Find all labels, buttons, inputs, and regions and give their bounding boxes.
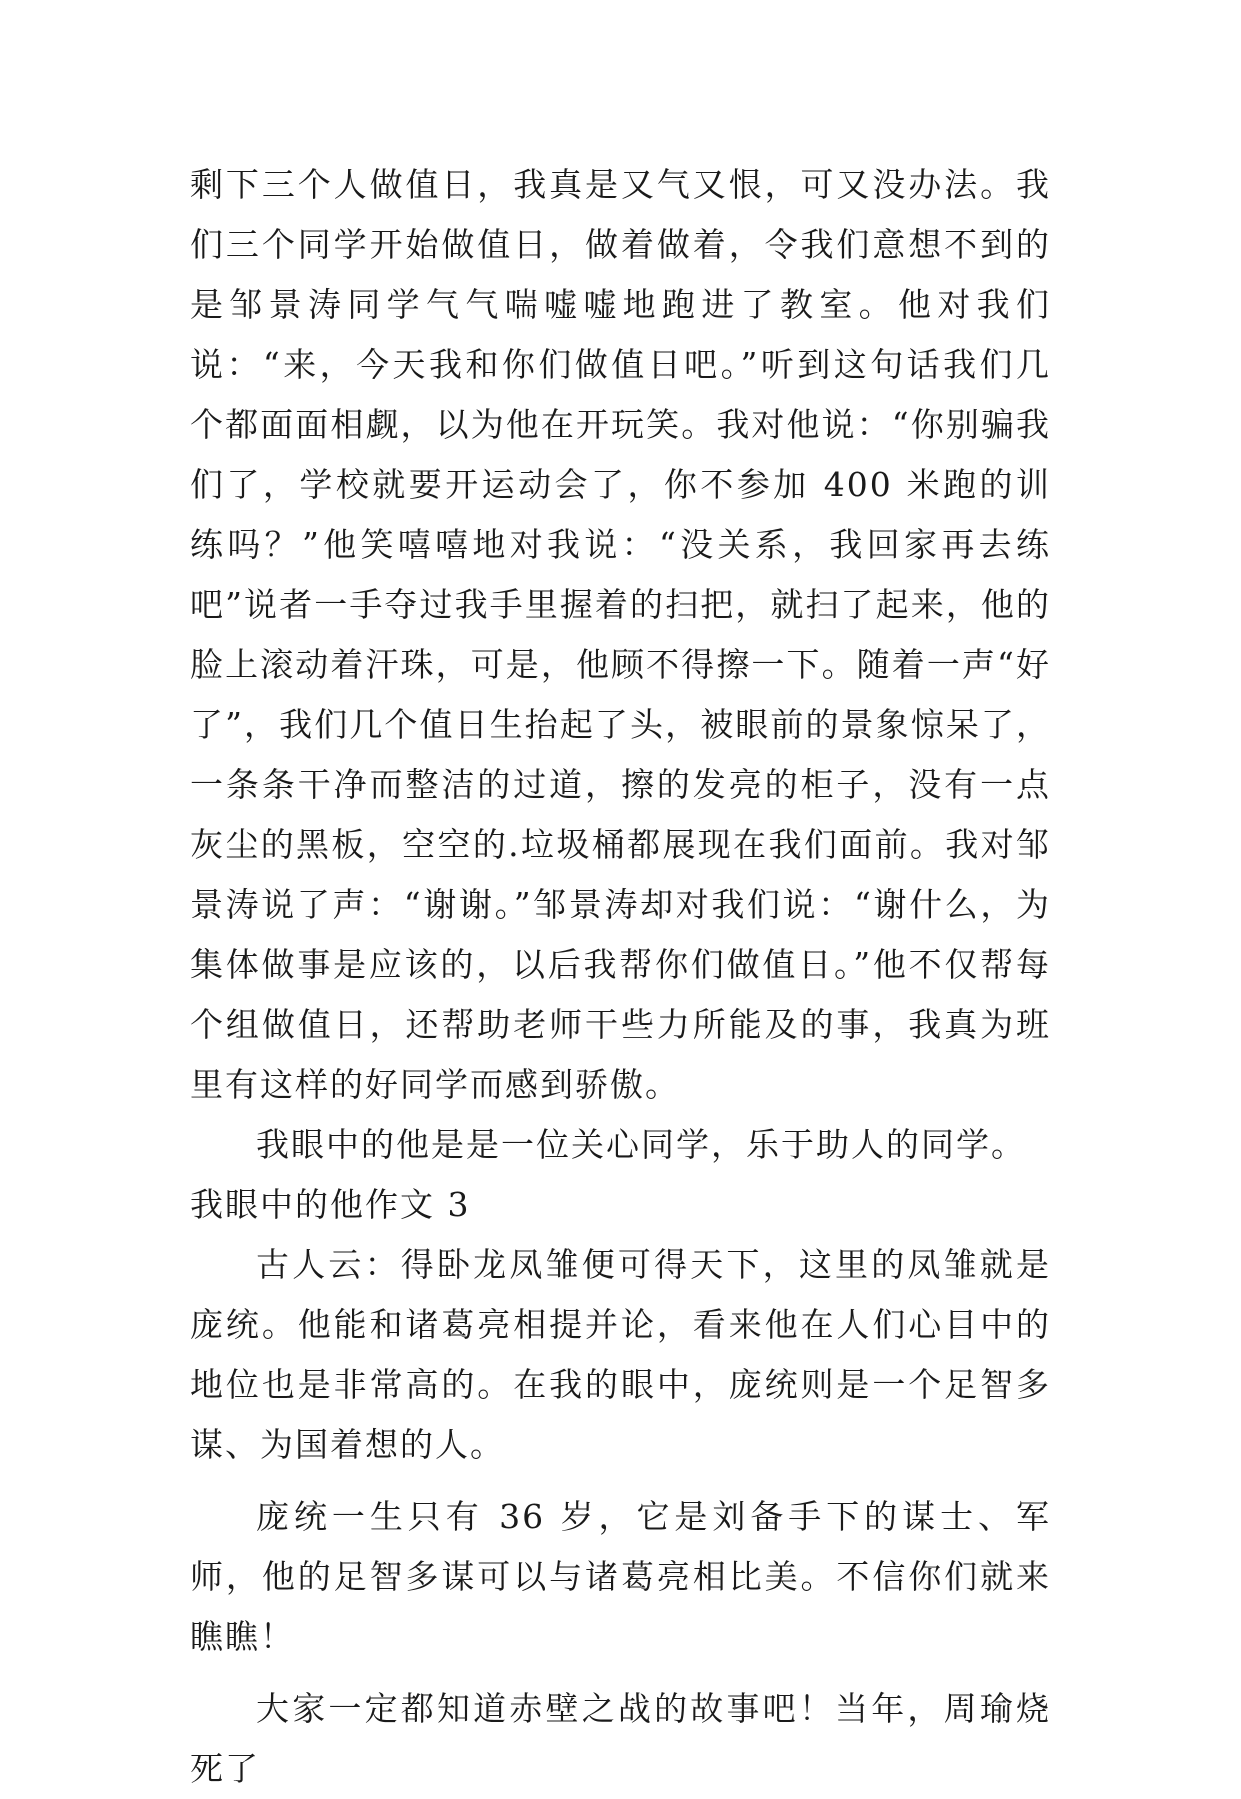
paragraph-summary: 我眼中的他是是一位关心同学，乐于助人的同学。 xyxy=(256,1125,1026,1164)
paragraph-continuation: 剩下三个人做值日，我真是又气又恨，可又没办法。我们三个同学开始做值日，做着做着，令我们意想不到的是邹景涛同学气气喘嘘嘘地跑进了教室。他对我们说：“来，今天我和你们做值日吧。”听到这句话我们几个都面面相觑，以为他在开玩笑。我对他说：“你别骗我们了，学校就要开运动会了，你不参加 400 米跑的训练吗？”他笑嘻嘻地对我说：“没关系，我回家再去练吧”说者一手夺过我手里握着的扫把，就扫了起来，他的脸上滚动着汗珠，可是，他顾不得擦一下。随着一声“好了”，我们几个值日生抬起了头，被眼前的景象惊呆了，一条条干净而整洁的过道，擦的发亮的柜子，没有一点灰尘的黑板，空空的.垃圾桶都展现在我们面前。我对邹景涛说了声：“谢谢。”邹景涛却对我们说：“谢什么，为集体做事是应该的，以后我帮你们做值日。”他不仅帮每个组做值日，还帮助老师干些力所能及的事，我真为班里有这样的好同学而感到骄傲。 xyxy=(190,165,1051,1104)
document-body xyxy=(190,155,1051,1799)
paragraph-age: 庞统一生只有 36 岁，它是刘备手下的谋士、军师，他的足智多谋可以与诸葛亮相比美。不信你们就来瞧瞧！ xyxy=(190,1497,1051,1656)
paragraph-intro: 古人云：得卧龙凤雏便可得天下，这里的凤雏就是庞统。他能和诸葛亮相提并论，看来他在人们心目中的地位也是非常高的。在我的眼中，庞统则是一个足智多谋、为国着想的人。 xyxy=(190,1245,1051,1464)
paragraph-battle: 大家一定都知道赤壁之战的故事吧！当年，周瑜烧死了 xyxy=(190,1689,1051,1788)
section-heading: 我眼中的他作文 3 xyxy=(190,1185,471,1224)
